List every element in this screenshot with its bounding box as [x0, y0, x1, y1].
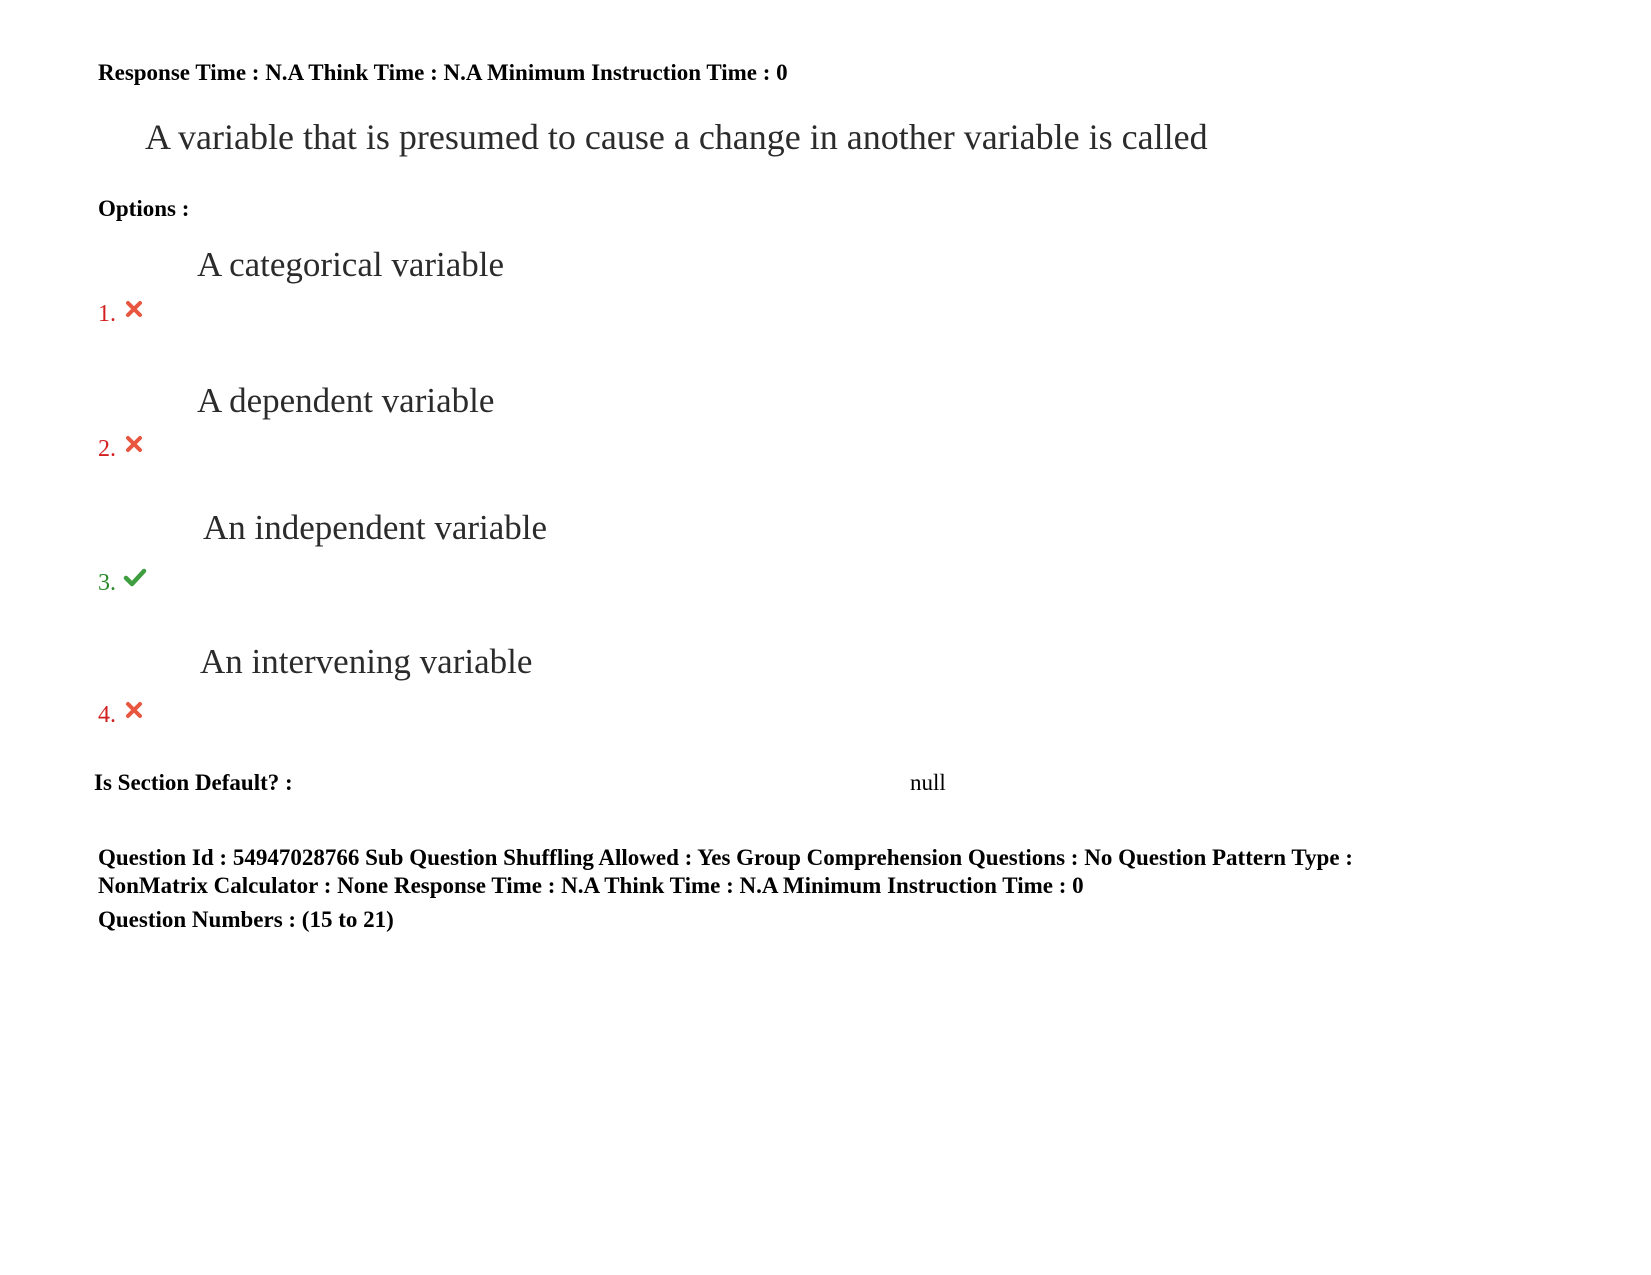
option-number: 3. — [98, 570, 116, 596]
option-text: An independent variable — [203, 508, 548, 547]
cross-icon — [124, 434, 144, 454]
option-1 — [0, 245, 1651, 375]
option-number: 2. — [98, 436, 116, 462]
question-text: A variable that is presumed to cause a change in another variable is called — [145, 117, 1208, 157]
option-3 — [0, 508, 1651, 638]
question-meta — [98, 844, 1578, 900]
option-number: 4. — [98, 702, 116, 728]
option-text: A dependent variable — [197, 381, 495, 420]
cross-icon — [124, 299, 144, 319]
section-default-value: null — [910, 770, 946, 795]
option-text: An intervening variable — [200, 642, 533, 681]
option-4 — [0, 642, 1651, 772]
check-icon — [123, 567, 147, 587]
question-meta-line-2: NonMatrix Calculator : None Response Time : N.A Think Time : N.A Minimum Instruction Time : 0 — [98, 873, 1084, 898]
timing-line: Response Time : N.A Think Time : N.A Minimum Instruction Time : 0 — [98, 60, 788, 85]
options-label: Options : — [98, 196, 190, 221]
question-numbers: Question Numbers : (15 to 21) — [98, 907, 394, 932]
option-text: A categorical variable — [197, 245, 505, 284]
question-meta-line-1: Question Id : 54947028766 Sub Question Shuffling Allowed : Yes Group Comprehension Questions : No Question Pattern Type : — [98, 845, 1353, 870]
cross-icon — [124, 700, 144, 720]
option-2 — [0, 381, 1651, 511]
option-number: 1. — [98, 301, 116, 327]
section-default-label: Is Section Default? : — [94, 770, 293, 795]
